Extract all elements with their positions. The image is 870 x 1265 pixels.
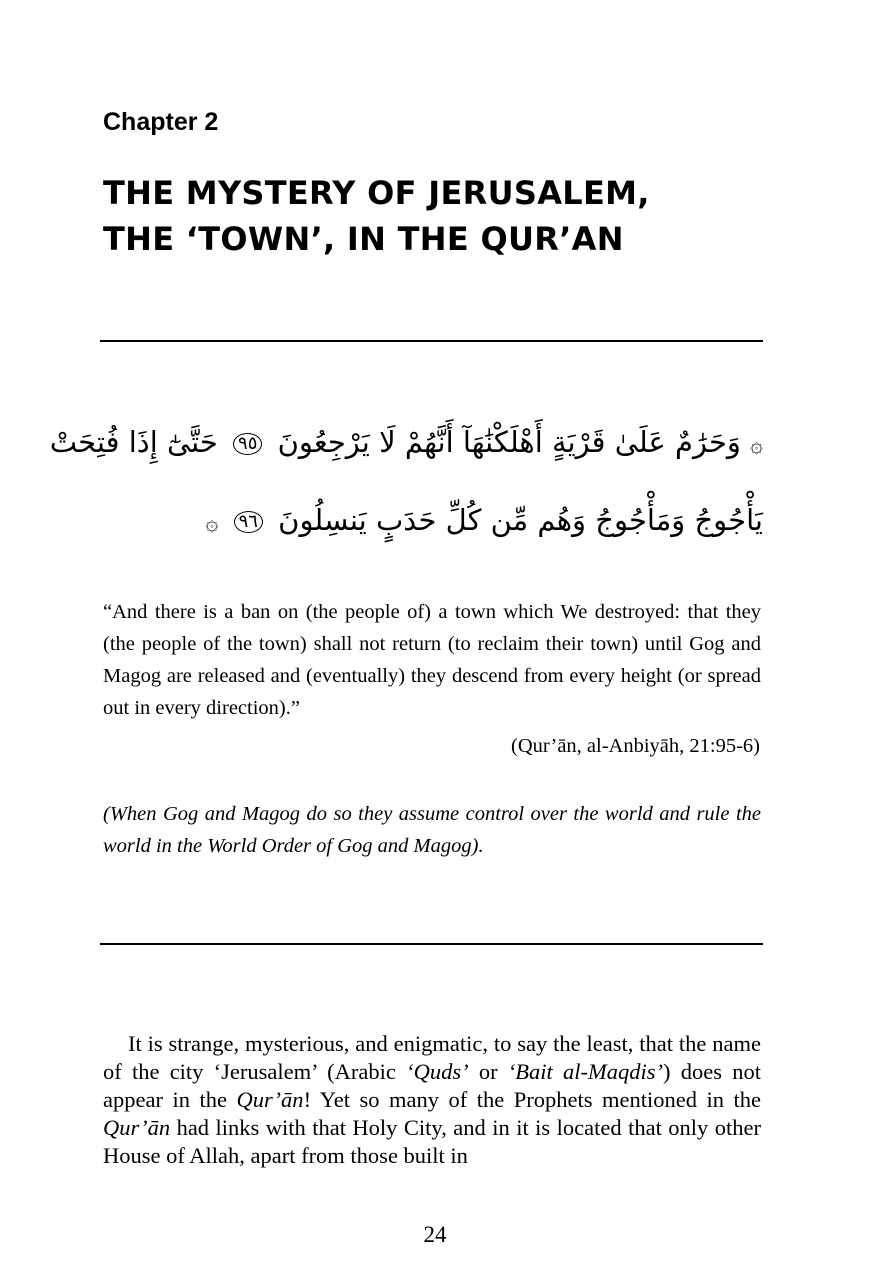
chapter-label: Chapter 2 bbox=[103, 108, 219, 136]
arabic-verse-96-start: حَتَّىٰٓ إِذَا فُتِحَتْ bbox=[49, 425, 218, 459]
body-text-segment: had links with that Holy City, and in it is located that only other House of Allah, apart from those built in bbox=[103, 1115, 761, 1168]
arabic-verse-95: وَحَرَٰمٌ عَلَىٰ قَرْيَةٍ أَهْلَكْنَٰهَآ أَنَّهُمْ لَا يَرْجِعُونَ bbox=[277, 425, 741, 459]
verse-translation: “And there is a ban on (the people of) a town which We destroyed: that they (the people of the town) shall not return (to reclaim their town) until Gog and Magog are released and (eventually) they descend from every height (or spread out in every direction).” bbox=[103, 601, 761, 719]
ayah-number-96: ٩٦ bbox=[234, 511, 263, 533]
body-text-segment: It is strange, mysterious, and enigmatic, to say the least, that the name of the city ‘Jerusalem’ (Arabic bbox=[103, 1031, 761, 1084]
arabic-verse-96-end: يَأْجُوجُ وَمَأْجُوجُ وَهُم مِّن كُلِّ حَدَبٍ يَنسِلُونَ bbox=[278, 503, 763, 537]
term-bait-al-maqdis: ‘Bait al-Maqdis’ bbox=[507, 1059, 664, 1084]
ayah-number-95: ٩٥ bbox=[233, 433, 262, 455]
term-quran: Qur’ān bbox=[236, 1087, 304, 1112]
chapter-title-line-1: THE MYSTERY OF JERUSALEM, bbox=[103, 174, 650, 212]
editorial-note: (When Gog and Magog do so they assume control over the world and rule the world in the World Order of Gog and Magog). bbox=[103, 803, 761, 857]
top-divider bbox=[100, 340, 763, 342]
body-text-segment: ) does not appear in the bbox=[103, 1059, 761, 1112]
bottom-divider bbox=[100, 943, 763, 945]
quran-arabic-line-2 bbox=[103, 503, 763, 537]
ornament-close-icon: ۞ bbox=[205, 511, 219, 536]
page-number: 24 bbox=[423, 1222, 447, 1247]
term-quran: Qur’ān bbox=[103, 1115, 171, 1140]
chapter-title-line-2: THE ‘TOWN’, IN THE QUR’AN bbox=[103, 220, 624, 258]
body-paragraph bbox=[103, 1030, 761, 1170]
ornament-open-icon: ۞ bbox=[750, 433, 763, 458]
body-text-segment: ! Yet so many of the Prophets mentioned in the bbox=[303, 1087, 761, 1112]
chapter-title bbox=[103, 170, 650, 262]
verse-citation: (Qur’ān, al-Anbiyāh, 21:95-6) bbox=[511, 735, 760, 757]
term-quds: ‘Quds’ bbox=[406, 1059, 469, 1084]
quran-arabic-line-1 bbox=[49, 425, 763, 459]
body-text-segment: or bbox=[468, 1059, 508, 1084]
